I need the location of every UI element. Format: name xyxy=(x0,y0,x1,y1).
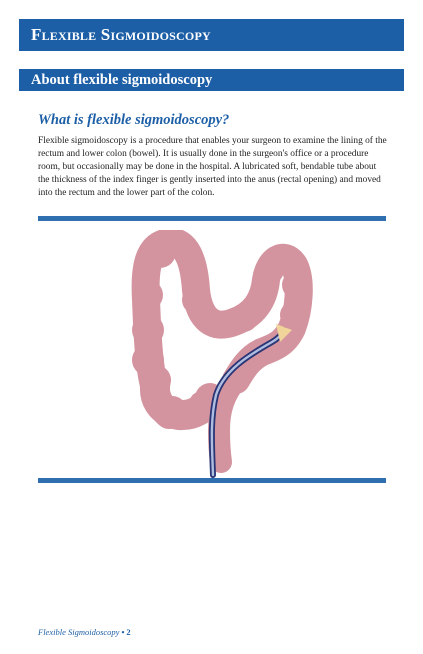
page-footer xyxy=(38,627,131,637)
title-banner xyxy=(19,19,404,51)
question-heading: What is flexible sigmoidoscopy? xyxy=(38,112,230,128)
footer-separator: • xyxy=(121,627,125,637)
colon-shape xyxy=(132,236,310,462)
section-title: About flexible sigmoidoscopy xyxy=(31,71,213,88)
bottom-divider xyxy=(38,478,386,483)
colon-illustration xyxy=(124,230,314,480)
section-banner xyxy=(19,69,404,91)
footer-title: Flexible Sigmoidoscopy xyxy=(38,627,120,637)
page-number: 2 xyxy=(126,627,131,637)
document-title: Flexible Sigmoidoscopy xyxy=(31,25,211,44)
top-divider xyxy=(38,216,386,221)
body-paragraph: Flexible sigmoidoscopy is a procedure that enables your surgeon to examine the lining of the rectum and lower colon (bowel). It is usually done in the surgeon's office or a procedure room, but occasionally may be done in the hospital. A lubricated soft, bendable tube about the thickness of the index finger is gently inserted into the anus (rectal opening) and moved into the rectum and the lower part of the colon. xyxy=(38,136,387,199)
